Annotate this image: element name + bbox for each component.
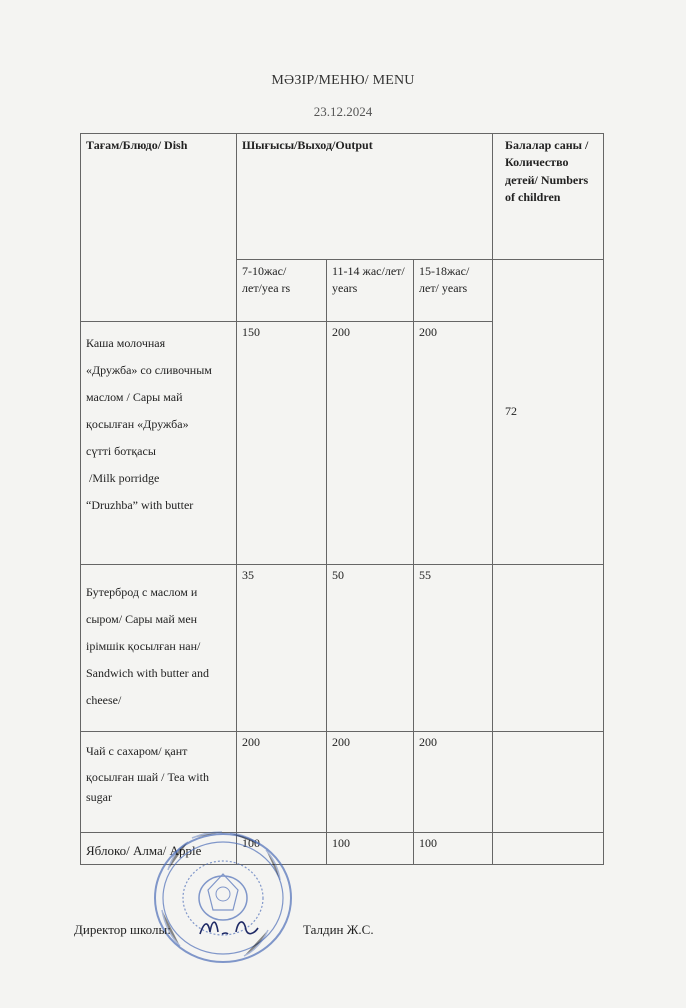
output-value: 100 — [237, 833, 327, 865]
dish-line: сыром/ Сары май мен — [86, 612, 198, 626]
output-value: 200 — [414, 732, 493, 833]
dish-cell — [81, 565, 237, 732]
age-group-11-14: 11-14 жас/лет/ years — [327, 260, 414, 322]
dish-line: sugar — [86, 789, 112, 804]
menu-title: МӘЗІР/МЕНЮ/ MENU — [271, 73, 415, 88]
output-value: 100 — [327, 833, 414, 865]
dish-line: «Дружба» со сливочным — [86, 363, 212, 377]
header-row — [81, 134, 604, 260]
output-value: 35 — [237, 565, 327, 732]
school-seal-icon — [148, 830, 298, 970]
dish-line: “Druzhba” with butter — [86, 498, 194, 512]
director-name: Талдин Ж.С. — [303, 922, 374, 937]
dish-line: cheese/ — [86, 693, 122, 707]
dish-line: Бутерброд с маслом и — [86, 585, 198, 599]
dish-line: қосылған шай / Tea with — [86, 770, 209, 785]
output-value: 200 — [327, 732, 414, 833]
dish-line: Яблоко/ Алма/ Apple — [86, 843, 202, 859]
dish-cell — [81, 732, 237, 833]
dish-line: /Milk porridge — [86, 471, 160, 485]
empty-cell — [493, 833, 604, 865]
output-value: 55 — [414, 565, 493, 732]
dish-line: қосылған «Дружба» — [86, 417, 189, 431]
output-value: 200 — [237, 732, 327, 833]
empty-cell — [493, 565, 604, 732]
output-value: 200 — [327, 322, 414, 565]
output-value: 200 — [414, 322, 493, 565]
dish-line: маслом / Сары май — [86, 390, 183, 404]
director-label: Директор школы: — [74, 922, 171, 937]
output-value: 150 — [237, 322, 327, 565]
dish-line: Sandwich with butter and — [86, 666, 209, 680]
menu-table — [80, 133, 604, 865]
output-column-header: Шығысы/Выход/Output — [237, 134, 493, 260]
age-group-15-18: 15-18жас/лет/ years — [414, 260, 493, 322]
dish-line: сүтті ботқасы — [86, 444, 156, 458]
dish-line: ірімшік қосылған нан/ — [86, 639, 201, 653]
table-row — [81, 732, 604, 833]
dish-line: Каша молочная — [86, 336, 166, 350]
dish-line: Чай с сахаром/ қант — [86, 744, 188, 758]
dish-cell — [81, 322, 237, 565]
director-signature-icon — [196, 912, 266, 942]
empty-cell — [493, 732, 604, 833]
children-column-header: Балалар саны /Количество детей/ Numbers of children — [493, 134, 604, 260]
table-row — [81, 565, 604, 732]
output-value: 50 — [327, 565, 414, 732]
output-value: 100 — [414, 833, 493, 865]
age-group-7-10: 7-10жас/лет/yea rs — [237, 260, 327, 322]
dish-column-header: Тағам/Блюдо/ Dish — [81, 134, 237, 322]
menu-date: 23.12.2024 — [313, 104, 373, 119]
children-count: 72 — [493, 260, 604, 565]
